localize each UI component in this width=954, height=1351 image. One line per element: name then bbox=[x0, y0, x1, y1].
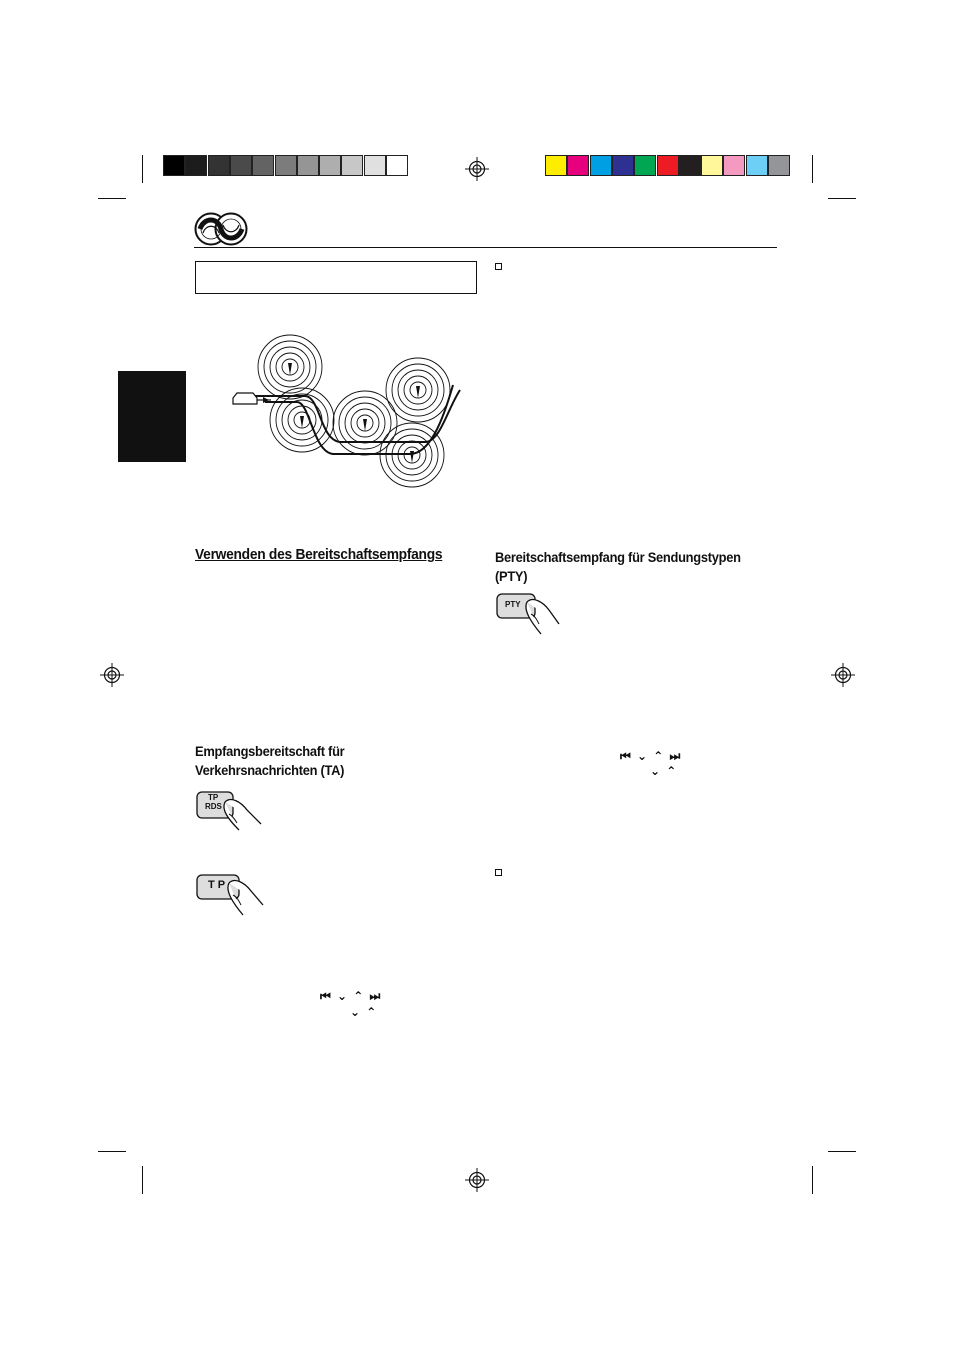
color-swatch bbox=[701, 155, 723, 176]
color-swatch bbox=[275, 155, 297, 176]
crop-mark bbox=[812, 1166, 813, 1194]
ta-heading-line1: Empfangsbereitschaft für bbox=[195, 743, 345, 759]
section-title-standby-reception: Verwenden des Bereitschaftsempfangs bbox=[195, 546, 443, 563]
color-swatch bbox=[679, 155, 701, 176]
registration-mark-icon bbox=[465, 1168, 489, 1192]
color-swatch bbox=[252, 155, 274, 176]
tp-label: T P bbox=[208, 879, 226, 891]
color-swatch bbox=[185, 155, 207, 176]
finger-press-icon bbox=[195, 790, 265, 832]
pty-heading-line1: Bereitschaftsempfang für Sendungstypen bbox=[495, 549, 741, 565]
pty-heading-line2: (PTY) bbox=[495, 568, 528, 584]
pty-label: PTY bbox=[505, 600, 521, 609]
crop-mark bbox=[98, 198, 126, 199]
color-swatch bbox=[634, 155, 656, 176]
crop-mark bbox=[142, 1166, 143, 1194]
tp-rds-button[interactable] bbox=[195, 790, 265, 832]
nav-keys-row1: ⏮ ⌄ ⌃ ⏭ bbox=[620, 749, 682, 763]
rds-logo-icon bbox=[194, 212, 248, 246]
language-side-tab bbox=[118, 371, 186, 462]
color-swatch bbox=[768, 155, 790, 176]
crop-mark bbox=[828, 198, 856, 199]
registration-mark-icon bbox=[100, 663, 124, 687]
empty-title-box bbox=[195, 261, 477, 294]
color-swatch bbox=[341, 155, 363, 176]
color-swatch bbox=[208, 155, 230, 176]
crop-mark bbox=[828, 1151, 856, 1152]
color-swatch bbox=[567, 155, 589, 176]
finger-press-icon bbox=[195, 873, 265, 917]
crop-mark bbox=[142, 155, 143, 183]
color-swatch bbox=[163, 155, 185, 176]
color-swatch bbox=[297, 155, 319, 176]
tp-rds-label-bottom: RDS bbox=[205, 802, 222, 811]
tp-rds-label-top: TP bbox=[208, 793, 219, 802]
crop-mark bbox=[98, 1151, 126, 1152]
nav-keys-row2: ⌄ ⌃ bbox=[650, 764, 678, 778]
pty-button[interactable] bbox=[495, 592, 561, 636]
network-reception-illustration bbox=[225, 330, 465, 490]
pty-standby-heading bbox=[495, 548, 741, 586]
color-swatch bbox=[590, 155, 612, 176]
color-swatch bbox=[545, 155, 567, 176]
color-swatch bbox=[230, 155, 252, 176]
square-bullet bbox=[495, 263, 502, 270]
finger-press-icon bbox=[495, 592, 561, 636]
nav-keys-row2: ⌄ ⌃ bbox=[350, 1005, 378, 1019]
tp-button[interactable] bbox=[195, 873, 265, 917]
crop-mark bbox=[812, 155, 813, 183]
square-bullet bbox=[495, 869, 502, 876]
color-swatch bbox=[319, 155, 341, 176]
color-swatch bbox=[657, 155, 679, 176]
ta-standby-heading bbox=[195, 742, 344, 780]
color-swatch bbox=[364, 155, 386, 176]
color-swatch bbox=[386, 155, 408, 176]
color-swatch bbox=[612, 155, 634, 176]
color-swatch bbox=[746, 155, 768, 176]
registration-mark-icon bbox=[465, 157, 489, 181]
nav-keys-row1: ⏮ ⌄ ⌃ ⏭ bbox=[320, 989, 382, 1003]
color-swatch bbox=[723, 155, 745, 176]
ta-heading-line2: Verkehrsnachrichten (TA) bbox=[195, 762, 345, 778]
registration-mark-icon bbox=[831, 663, 855, 687]
header-rule bbox=[194, 247, 777, 248]
